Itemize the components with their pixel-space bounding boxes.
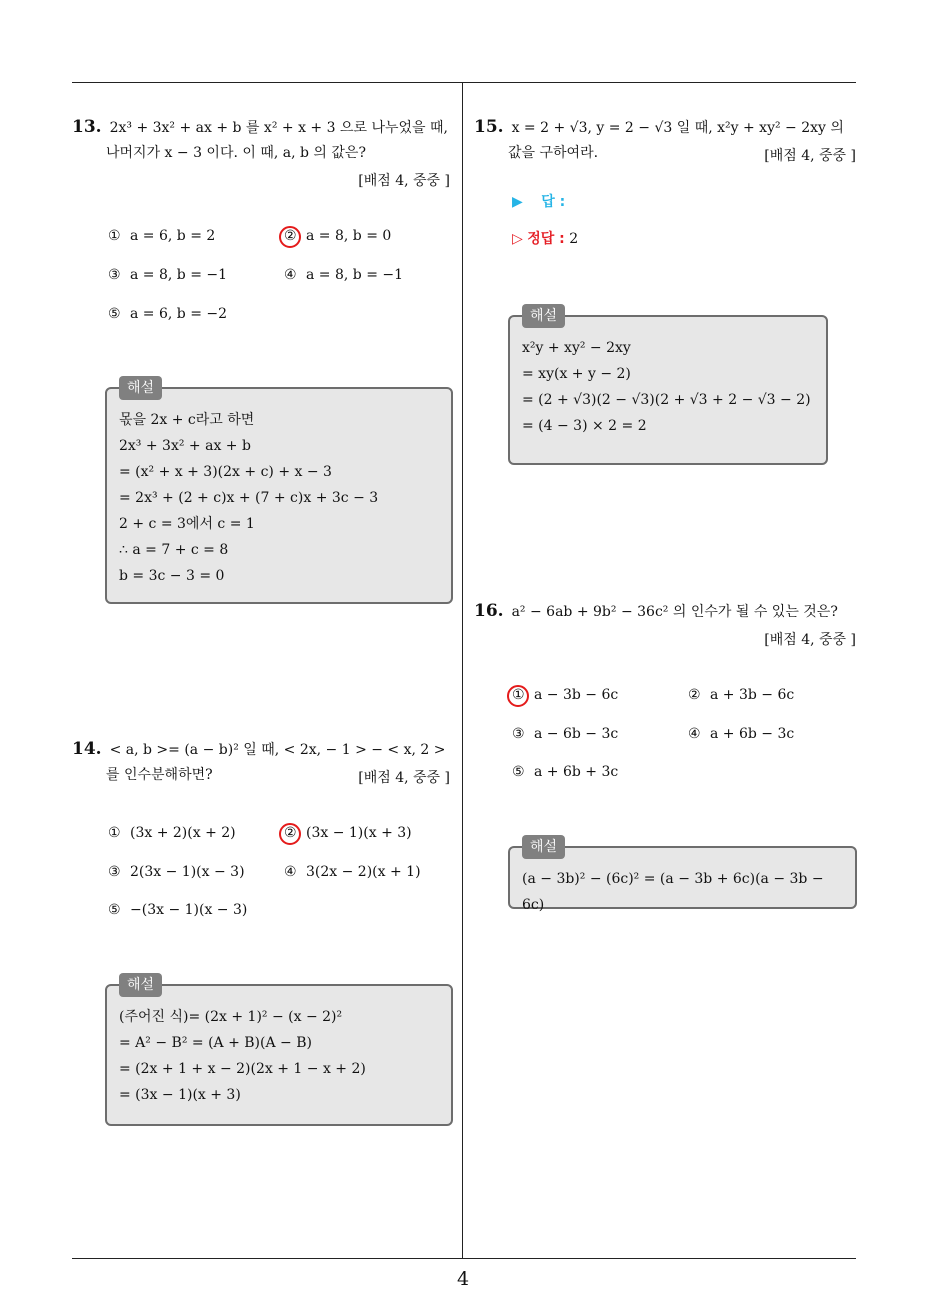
choice-4[interactable]: ④ a + 6b − 3c bbox=[688, 726, 795, 742]
solution-line: = 2x³ + (2 + c)x + (7 + c)x + 3c − 3 bbox=[119, 490, 379, 506]
question-number: 16. bbox=[474, 601, 504, 621]
solution-line: (주어진 식)= (2x + 1)² − (x − 2)² bbox=[119, 1009, 343, 1025]
bottom-rule bbox=[72, 1258, 856, 1259]
solution-line: = (2x + 1 + x − 2)(2x + 1 − x + 2) bbox=[119, 1061, 366, 1077]
choice-4[interactable]: ④ 3(2x − 2)(x + 1) bbox=[284, 864, 421, 880]
solution-line: = (4 − 3) × 2 = 2 bbox=[522, 418, 647, 434]
correct-answer-row bbox=[512, 228, 578, 248]
solution-line: = (2 + √3)(2 − √3)(2 + √3 + 2 − √3 − 2) bbox=[522, 392, 811, 408]
choice-2[interactable]: ② (3x − 1)(x + 3) bbox=[284, 825, 412, 841]
question-text-line1: 2x³ + 3x² + ax + b 를 x² + x + 3 으로 나누었을 때, bbox=[109, 120, 448, 136]
solution-line: x²y + xy² − 2xy bbox=[522, 340, 631, 356]
choice-2[interactable]: ② a = 8, b = 0 bbox=[284, 228, 392, 244]
score-meta: [배점 4, 중중 ] bbox=[764, 148, 856, 164]
choice-3[interactable]: ③ a = 8, b = −1 bbox=[108, 267, 228, 283]
question-number: 15. bbox=[474, 117, 504, 137]
choice-2[interactable]: ② a + 3b − 6c bbox=[688, 687, 795, 703]
choice-4[interactable]: ④ a = 8, b = −1 bbox=[284, 267, 404, 283]
solution-line: = A² − B² = (A + B)(A − B) bbox=[119, 1035, 312, 1051]
play-arrow-icon: ▶ bbox=[512, 194, 523, 210]
question-text-line1: < a, b >= (a − b)² 일 때, < 2x, − 1 > − < x, 2 > bbox=[109, 742, 446, 758]
score-meta: [배점 4, 중중 ] bbox=[358, 173, 450, 189]
question-13 bbox=[72, 115, 457, 166]
outline-arrow-icon: ▷ bbox=[512, 231, 523, 247]
solution-line: b = 3c − 3 = 0 bbox=[119, 568, 225, 584]
score-meta: [배점 4, 중중 ] bbox=[764, 632, 856, 648]
correct-value: 2 bbox=[569, 231, 579, 247]
choice-5[interactable]: ⑤ a + 6b + 3c bbox=[512, 764, 619, 780]
selected-answer-circle bbox=[279, 823, 301, 845]
choice-5[interactable]: ⑤ a = 6, b = −2 bbox=[108, 306, 228, 322]
choice-1[interactable]: ① (3x + 2)(x + 2) bbox=[108, 825, 236, 841]
question-number: 14. bbox=[72, 739, 102, 759]
solution-tag: 해설 bbox=[522, 304, 565, 328]
solution-box bbox=[105, 977, 453, 1126]
solution-box bbox=[105, 380, 453, 604]
answer-input-row[interactable] bbox=[512, 191, 565, 211]
choice-3[interactable]: ③ a − 6b − 3c bbox=[512, 726, 619, 742]
solution-tag: 해설 bbox=[522, 835, 565, 859]
question-text-line2: 를 인수분해하면? bbox=[106, 767, 213, 783]
question-text-line2: 값을 구하여라. bbox=[508, 145, 599, 161]
solution-line: 몫을 2x + c라고 하면 bbox=[119, 412, 255, 428]
question-text-line2: 나머지가 x − 3 이다. 이 때, a, b 의 값은? bbox=[106, 145, 366, 161]
solution-tag: 해설 bbox=[119, 973, 162, 997]
solution-line: 2 + c = 3에서 c = 1 bbox=[119, 516, 255, 532]
solution-tag: 해설 bbox=[119, 376, 162, 400]
question-number: 13. bbox=[72, 117, 102, 137]
choice-1[interactable]: ① a − 3b − 6c bbox=[512, 687, 619, 703]
solution-line: 2x³ + 3x² + ax + b bbox=[119, 438, 251, 454]
solution-line: = xy(x + y − 2) bbox=[522, 366, 631, 382]
solution-line: (a − 3b)² − (6c)² = (a − 3b + 6c)(a − 3b − 6c) bbox=[522, 871, 824, 913]
solution-line: ∴ a = 7 + c = 8 bbox=[119, 542, 229, 558]
solution-line: = (3x − 1)(x + 3) bbox=[119, 1087, 241, 1103]
selected-answer-circle bbox=[279, 226, 301, 248]
choice-3[interactable]: ③ 2(3x − 1)(x − 3) bbox=[108, 864, 245, 880]
selected-answer-circle bbox=[507, 685, 529, 707]
choice-5[interactable]: ⑤ −(3x − 1)(x − 3) bbox=[108, 902, 248, 918]
question-text-line1: x = 2 + √3, y = 2 − √3 일 때, x²y + xy² − 2xy 의 bbox=[511, 120, 844, 136]
question-16 bbox=[474, 599, 864, 625]
top-rule bbox=[72, 82, 856, 83]
solution-box bbox=[508, 308, 828, 465]
page-number: 4 bbox=[456, 1268, 470, 1290]
correct-label: 정답 : bbox=[527, 231, 565, 247]
choice-1[interactable]: ① a = 6, b = 2 bbox=[108, 228, 216, 244]
question-text-line1: a² − 6ab + 9b² − 36c² 의 인수가 될 수 있는 것은? bbox=[511, 604, 838, 620]
solution-box bbox=[508, 839, 857, 913]
answer-label: 답 : bbox=[541, 194, 566, 210]
solution-line: = (x² + x + 3)(2x + c) + x − 3 bbox=[119, 464, 332, 480]
column-divider bbox=[462, 83, 463, 1259]
score-meta: [배점 4, 중중 ] bbox=[358, 770, 450, 786]
